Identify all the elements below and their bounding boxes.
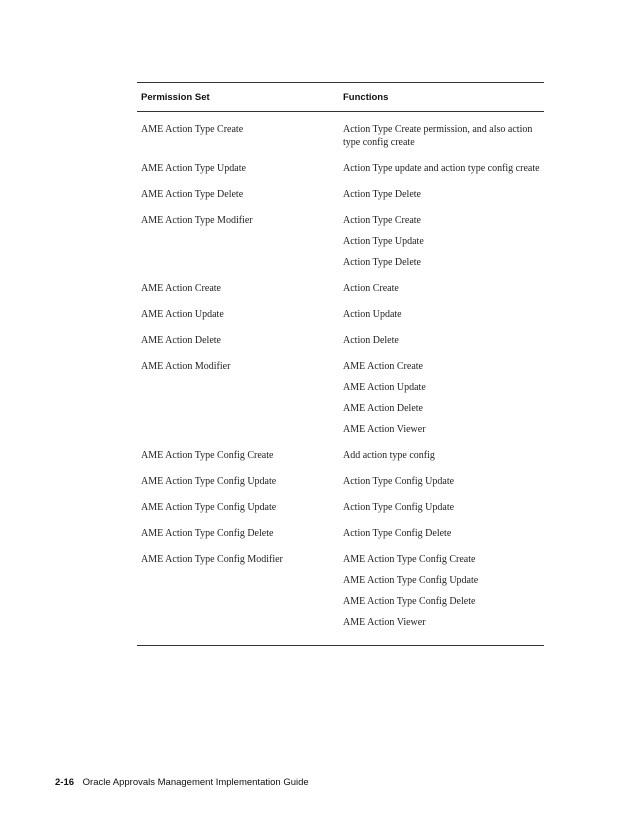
permissions-table [137, 82, 544, 646]
table-row [137, 501, 544, 514]
functions-cell [340, 501, 544, 514]
page-number: 2-16 [55, 777, 75, 788]
functions-cell [340, 475, 544, 488]
table-bottom-rule [137, 645, 544, 646]
function-item: AME Action Type Config Delete [343, 596, 476, 607]
table-row [137, 527, 544, 540]
function-item: AME Action Viewer [343, 617, 426, 628]
permission-set-cell: AME Action Type Config Delete [141, 528, 274, 539]
table-row [137, 360, 544, 436]
function-item: AME Action Viewer [343, 424, 426, 435]
table-row [137, 214, 544, 269]
permission-set-cell: AME Action Type Create [141, 124, 244, 135]
table-body [137, 112, 544, 645]
functions-cell [340, 527, 544, 540]
functions-cell [340, 188, 544, 201]
functions-cell [340, 282, 544, 295]
table-row [137, 162, 544, 175]
table-header-row [137, 83, 544, 111]
header-functions: Functions [343, 91, 389, 103]
function-item: AME Action Create [343, 361, 423, 372]
function-item: Action Type Config Update [343, 476, 455, 487]
permission-set-cell: AME Action Delete [141, 335, 221, 346]
table-row [137, 475, 544, 488]
permission-set-cell: AME Action Type Config Update [141, 502, 277, 513]
permission-set-cell: AME Action Type Delete [141, 189, 244, 200]
functions-cell [340, 449, 544, 462]
table-row [137, 449, 544, 462]
permission-set-cell: AME Action Create [141, 283, 221, 294]
functions-cell [340, 214, 544, 269]
permission-set-cell: AME Action Modifier [141, 361, 231, 372]
function-item: Add action type config [343, 450, 435, 461]
function-item: AME Action Type Config Create [343, 554, 476, 565]
table-row [137, 308, 544, 321]
function-item: Action Type Create permission, and also action type config create [343, 124, 533, 148]
functions-cell [340, 123, 544, 149]
function-item: Action Delete [343, 335, 399, 346]
permission-set-cell: AME Action Type Config Create [141, 450, 274, 461]
function-item: Action Type Config Update [343, 502, 455, 513]
functions-cell [340, 553, 544, 629]
function-item: Action Type update and action type config create [343, 163, 540, 174]
table-row [137, 282, 544, 295]
permission-set-cell: AME Action Type Config Modifier [141, 554, 283, 565]
permission-set-cell: AME Action Type Modifier [141, 215, 253, 226]
function-item: Action Update [343, 309, 402, 320]
function-item: AME Action Type Config Update [343, 575, 479, 586]
function-item: Action Type Create [343, 215, 421, 226]
functions-cell [340, 360, 544, 436]
permission-set-cell: AME Action Update [141, 309, 224, 320]
header-permission-set: Permission Set [141, 91, 210, 103]
guide-title: Oracle Approvals Management Implementation Guide [82, 777, 309, 788]
permission-set-cell: AME Action Type Update [141, 163, 246, 174]
table-row [137, 188, 544, 201]
function-item: Action Type Delete [343, 257, 421, 268]
functions-cell [340, 308, 544, 321]
table-row [137, 123, 544, 149]
function-item: Action Create [343, 283, 399, 294]
page-footer [55, 777, 309, 788]
table-row [137, 553, 544, 629]
function-item: AME Action Update [343, 382, 426, 393]
function-item: Action Type Update [343, 236, 424, 247]
permission-set-cell: AME Action Type Config Update [141, 476, 277, 487]
function-item: AME Action Delete [343, 403, 423, 414]
function-item: Action Type Delete [343, 189, 421, 200]
function-item: Action Type Config Delete [343, 528, 452, 539]
functions-cell [340, 334, 544, 347]
table-row [137, 334, 544, 347]
functions-cell [340, 162, 544, 175]
